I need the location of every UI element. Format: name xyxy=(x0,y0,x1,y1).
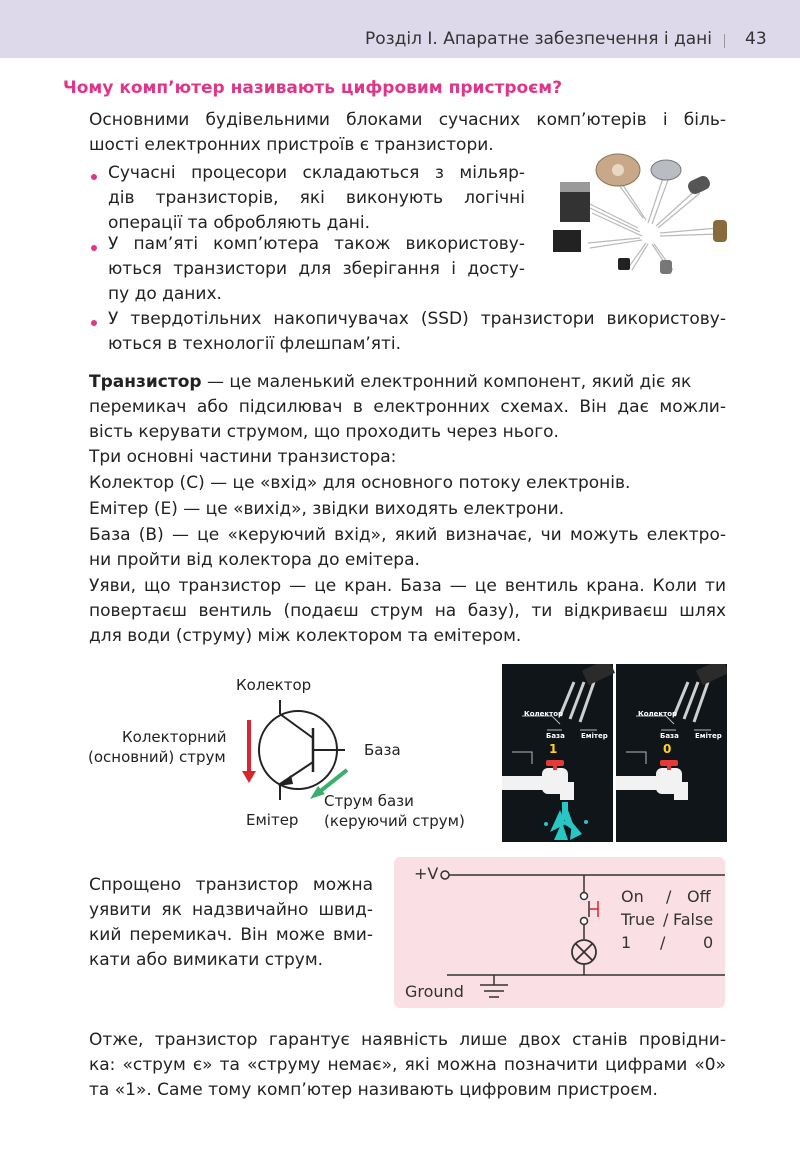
conclusion-line-3: та «1». Саме тому комп’ютер називають цифровим пристроєм. xyxy=(89,1080,658,1100)
page-header xyxy=(0,0,800,58)
label-base-current-1: Струм бази xyxy=(324,792,414,810)
bullet-marker xyxy=(91,320,97,326)
bullet1-line-1: Сучасні процесори складаються з мільяр- xyxy=(108,163,525,183)
analogy-line-3: для води (струму) між колектором та емітером. xyxy=(89,626,522,646)
parts-emitter: Емітер (E) — це «вихід», звідки виходять електрони. xyxy=(89,499,565,519)
faucet-left-state: 1 xyxy=(549,742,558,756)
state-false: False xyxy=(673,910,714,929)
bullet1-line-3: операції та обробляють дані. xyxy=(108,213,371,233)
page-number: 43 xyxy=(745,29,767,49)
state-off: Off xyxy=(687,887,711,906)
faucet-right-state: 0 xyxy=(663,742,672,756)
analogy-line-1: Уяви, що транзистор — це кран. База — це вентиль крана. Коли ти xyxy=(89,576,726,596)
faucet-right-collector-label: Колектор xyxy=(638,710,678,718)
section-heading: Чому комп’ютер називають цифровим пристроєм? xyxy=(63,78,563,98)
faucet-drawings xyxy=(502,664,727,842)
faucet-right-base-label: База xyxy=(660,732,679,740)
definition-line-3: вість керувати струмом, що проходить через нього. xyxy=(89,422,559,442)
label-base-current-2: (керуючий струм) xyxy=(324,812,465,830)
state-slash: / xyxy=(666,887,672,906)
term-transistor: Транзистор xyxy=(89,372,202,392)
definition-line-2: перемикач або підсилювач в електронних схемах. Він дає можли- xyxy=(89,397,726,417)
bullet-marker xyxy=(91,245,97,251)
bullet3-line-1: У твердотільних накопичувачах (SSD) транзистори використову- xyxy=(108,309,726,329)
conclusion-line-1: Отже, транзистор гарантує наявність лише двох станів провідни- xyxy=(89,1030,726,1050)
transistor-schematic xyxy=(80,670,490,840)
state-slash: / xyxy=(660,933,666,952)
definition-line-1 xyxy=(89,370,726,395)
faucet-left-base-label: База xyxy=(546,732,565,740)
faucet-left-emitter-label: Емітер xyxy=(581,732,608,740)
state-on: On xyxy=(621,887,644,906)
state-one: 1 xyxy=(621,933,632,952)
bullet3-line-2: ються в технології флешпам’яті. xyxy=(108,334,402,354)
parts-base-line-1: База (B) — це «керуючий вхід», який визначає, чи можуть електро- xyxy=(89,525,726,545)
faucet-analogy xyxy=(502,664,727,842)
label-collector-current-2: (основний) струм xyxy=(88,748,226,766)
analogy-line-2: повертаєш вентиль (подаєш струм на базу), ти відкриваєш шлях xyxy=(89,601,726,621)
bullet-marker xyxy=(91,174,97,180)
switch-line-3: кий перемикач. Він може вми- xyxy=(89,925,373,945)
label-base: База xyxy=(364,741,401,759)
state-zero: 0 xyxy=(703,933,714,952)
label-emitter: Емітер xyxy=(246,811,299,829)
label-collector-current-1: Колекторний xyxy=(122,728,227,746)
faucet-left-collector-label: Колектор xyxy=(524,710,564,718)
parts-intro: Три основні частини транзистора: xyxy=(89,447,397,467)
circuit-panel xyxy=(394,857,725,1008)
label-collector: Колектор xyxy=(236,676,312,694)
conclusion-line-2: ка: «струм є» та «струму немає», які можна позначити цифрами «0» xyxy=(89,1055,726,1075)
intro-line-2: шості електронних пристроїв є транзистори. xyxy=(89,135,494,155)
parts-base-line-2: ни пройти від колектора до емітера. xyxy=(89,550,420,570)
state-true: True xyxy=(621,910,655,929)
vplus-label: +V xyxy=(414,864,439,883)
ground-label: Ground xyxy=(405,982,464,1001)
definition-line-1-rest: — це маленький електронний компонент, який діє як xyxy=(201,372,692,392)
faucet-right-emitter-label: Емітер xyxy=(695,732,722,740)
bullet1-line-2: дів транзисторів, які виконують логічні xyxy=(108,188,525,208)
transistors-photo xyxy=(548,148,728,284)
intro-line-1: Основними будівельними блоками сучасних комп’ютерів і біль- xyxy=(89,110,726,130)
header-divider xyxy=(724,34,725,48)
switch-line-4: кати або вимикати струм. xyxy=(89,950,324,970)
bullet2-line-1: У пам’яті комп’ютера також використову- xyxy=(108,234,525,254)
switch-line-1: Спрощено транзистор можна xyxy=(89,875,373,895)
bullet2-line-2: ються транзистори для зберігання і досту- xyxy=(108,259,525,279)
section-title: Розділ І. Апаратне забезпечення і дані xyxy=(364,29,712,49)
state-slash: / xyxy=(663,910,669,929)
bullet2-line-3: пу до даних. xyxy=(108,284,222,304)
switch-line-2: уявити як надзвичайно швид- xyxy=(89,900,373,920)
parts-collector: Колектор (C) — це «вхід» для основного потоку електронів. xyxy=(89,473,631,493)
